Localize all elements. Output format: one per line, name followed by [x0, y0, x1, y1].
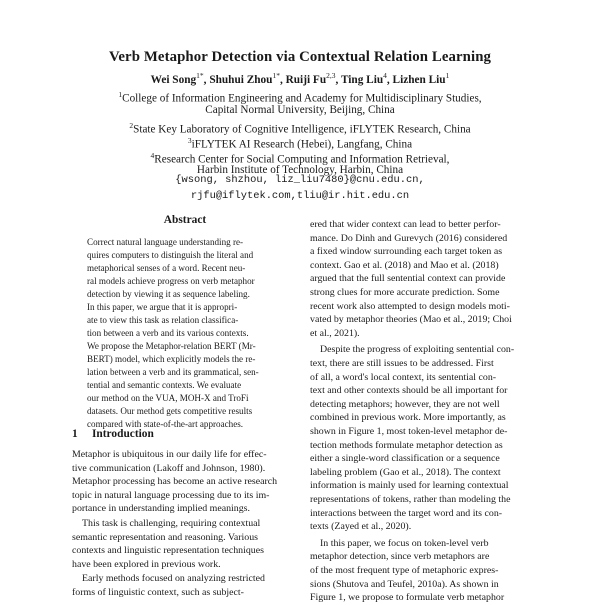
- body-line: recent work also attempted to design models moti-: [310, 300, 510, 312]
- author-name: Wei Song: [150, 73, 197, 86]
- affiliation-mark: 1: [118, 90, 123, 99]
- body-line: Metaphor is ubiquitous in our daily life for effec-: [72, 449, 267, 460]
- body-line: tection methods formulate metaphor detection as: [310, 439, 503, 451]
- body-line: mance. Do Dinh and Gurevych (2016) considered: [310, 232, 508, 244]
- affiliation-text: Research Center for Social Computing and Information Retrieval,: [154, 153, 450, 166]
- body-line: texts (Zayed et al., 2020).: [310, 521, 412, 533]
- body-line: argued that the full sentential context can provide: [310, 273, 506, 285]
- affiliation-text: Harbin Institute of Technology, Harbin, China: [196, 164, 404, 176]
- body-line: Metaphor processing has become an active research: [72, 476, 278, 488]
- body-line: a fixed window surrounding each target token as: [310, 246, 503, 258]
- abstract-line: metaphorical senses of a word. Recent neu-: [87, 263, 246, 273]
- section-heading: [72, 428, 154, 440]
- body-line: of the most frequent type of metaphoric expres-: [310, 565, 499, 576]
- abstract-line: detection by viewing it as sequence labeling.: [87, 289, 250, 299]
- section-number: 1: [72, 428, 78, 440]
- affiliation-text: College of Information Engineering and Academy for Multidisciplinary Studies,: [122, 92, 482, 105]
- email-line: rjfu@iflytek.com,tliu@ir.hit.edu.cn: [190, 190, 410, 202]
- author-name: Ting Liu: [340, 73, 384, 86]
- email-line: {wsong, shzhou, liz_liu7480}@cnu.edu.cn,: [175, 174, 425, 186]
- affiliation-text: iFLYTEK AI Research (Hebei), Langfang, China: [191, 138, 413, 151]
- author-affiliation-mark: 1*: [196, 71, 204, 80]
- abstract-line: datasets. Our method gets competitive results: [87, 406, 253, 416]
- body-line: Early methods focused on analyzing restricted: [82, 573, 265, 585]
- author-list: Wei Song$^{1*}$, Shuhui Zhou$^{1*}$, Ruiji Fu$^{2,3}$, Ting Liu$^4$, Lizhen Liu$^1$: [150, 71, 450, 86]
- body-line: sions (Shutova and Teufel, 2010a). As shown in: [310, 578, 499, 590]
- abstract-line: We propose the Metaphor-relation BERT (Mr-: [87, 341, 256, 351]
- body-line: have been explored in previous work.: [72, 558, 221, 570]
- body-line: In this paper, we focus on token-level verb: [320, 537, 489, 549]
- abstract-line: lation between a verb and its grammatical, sen-: [87, 367, 259, 377]
- author-affiliation-mark: 1*: [272, 71, 280, 80]
- author-affiliation-mark: 2,3: [326, 71, 336, 80]
- abstract-line: tion between a verb and its various contexts.: [87, 328, 249, 338]
- abstract-line: quires computers to distinguish the literal and: [87, 250, 254, 260]
- body-line: either a single-word classification or a sequence: [310, 453, 500, 465]
- abstract-line: ral models achieve progress on verb metaphor: [87, 276, 255, 286]
- body-line: contexts and linguistic representation techniques: [72, 545, 264, 557]
- author-affiliation-mark: 1: [445, 71, 450, 80]
- body-line: semantic representation and reasoning. Various: [72, 531, 259, 543]
- body-line: et al., 2021).: [310, 327, 360, 339]
- affiliation-mark: 3: [187, 136, 192, 145]
- body-line: vated by metaphor theories (Mao et al., 2019; Choi: [310, 314, 512, 326]
- body-line: text, there are still issues to be addressed. First: [310, 358, 494, 369]
- body-line: labeling problem (Gao et al., 2018). The context: [310, 466, 501, 478]
- body-line: combined in previous work. More importantly, as: [310, 412, 506, 424]
- body-line: context. Gao et al. (2018) and Mao et al. (2018): [310, 259, 499, 271]
- body-line: text and other contexts should be all important for: [310, 385, 508, 397]
- abstract-line: compared with state-of-the-art approaches.: [87, 419, 244, 429]
- author-name: Lizhen Liu: [392, 73, 446, 86]
- body-line: strong clues for more accurate prediction. Some: [310, 287, 500, 298]
- body-line: shown in Figure 1, most token-level metaphor de-: [310, 426, 508, 437]
- body-line: of all, a word's local context, its sentential con-: [310, 371, 497, 383]
- body-line: detecting metaphors; however, they are not well: [310, 398, 500, 410]
- author-name: Ruiji Fu: [285, 73, 327, 86]
- body-line: interactions between the target word and its con-: [310, 507, 503, 519]
- affiliation-mark: 4: [150, 151, 155, 160]
- affiliation-mark: 2: [129, 121, 134, 130]
- abstract-line: ate to view this task as relation classifica-: [87, 315, 239, 325]
- body-line: Figure 1, we propose to formulate verb metaphor: [310, 592, 505, 604]
- body-line: forms of linguistic context, such as subject-: [72, 587, 244, 598]
- body-line: tive communication (Lakoff and Johnson, 1980).: [72, 462, 266, 474]
- affiliation-text: State Key Laboratory of Cognitive Intelligence, iFLYTEK Research, China: [133, 123, 471, 136]
- paper-title: Verb Metaphor Detection via Contextual Relation Learning: [108, 49, 492, 65]
- body-line: portance in understanding implied meanings.: [72, 503, 250, 515]
- body-line: Despite the progress of exploiting sentential con-: [320, 344, 515, 356]
- body-line: topic in natural language processing due to its im-: [72, 489, 270, 501]
- body-line: This task is challenging, requiring contextual: [82, 518, 261, 529]
- abstract-line: BERT) model, which explicitly models the re-: [87, 354, 256, 364]
- abstract-line: Correct natural language understanding re-: [87, 237, 244, 247]
- affiliation-text: Capital Normal University, Beijing, China: [205, 104, 395, 116]
- section-title: Introduction: [92, 428, 154, 440]
- body-line: information is mainly used for learning contextual: [310, 480, 509, 492]
- body-line: ered that wider context can lead to better perfor-: [310, 219, 501, 230]
- author-affiliation-mark: 4: [383, 71, 387, 80]
- author-name: Shuhui Zhou: [209, 73, 273, 86]
- body-line: representations of tokens, rather than modeling the: [310, 494, 511, 505]
- abstract-line: our method on the VUA, MOH-X and TroFi: [87, 393, 249, 403]
- abstract-line: tential and semantic contexts. We evaluate: [87, 380, 242, 390]
- abstract-heading: Abstract: [163, 214, 207, 226]
- body-line: metaphor detection, since verb metaphors are: [310, 551, 490, 563]
- abstract-line: In this paper, we argue that it is appropri-: [87, 302, 238, 312]
